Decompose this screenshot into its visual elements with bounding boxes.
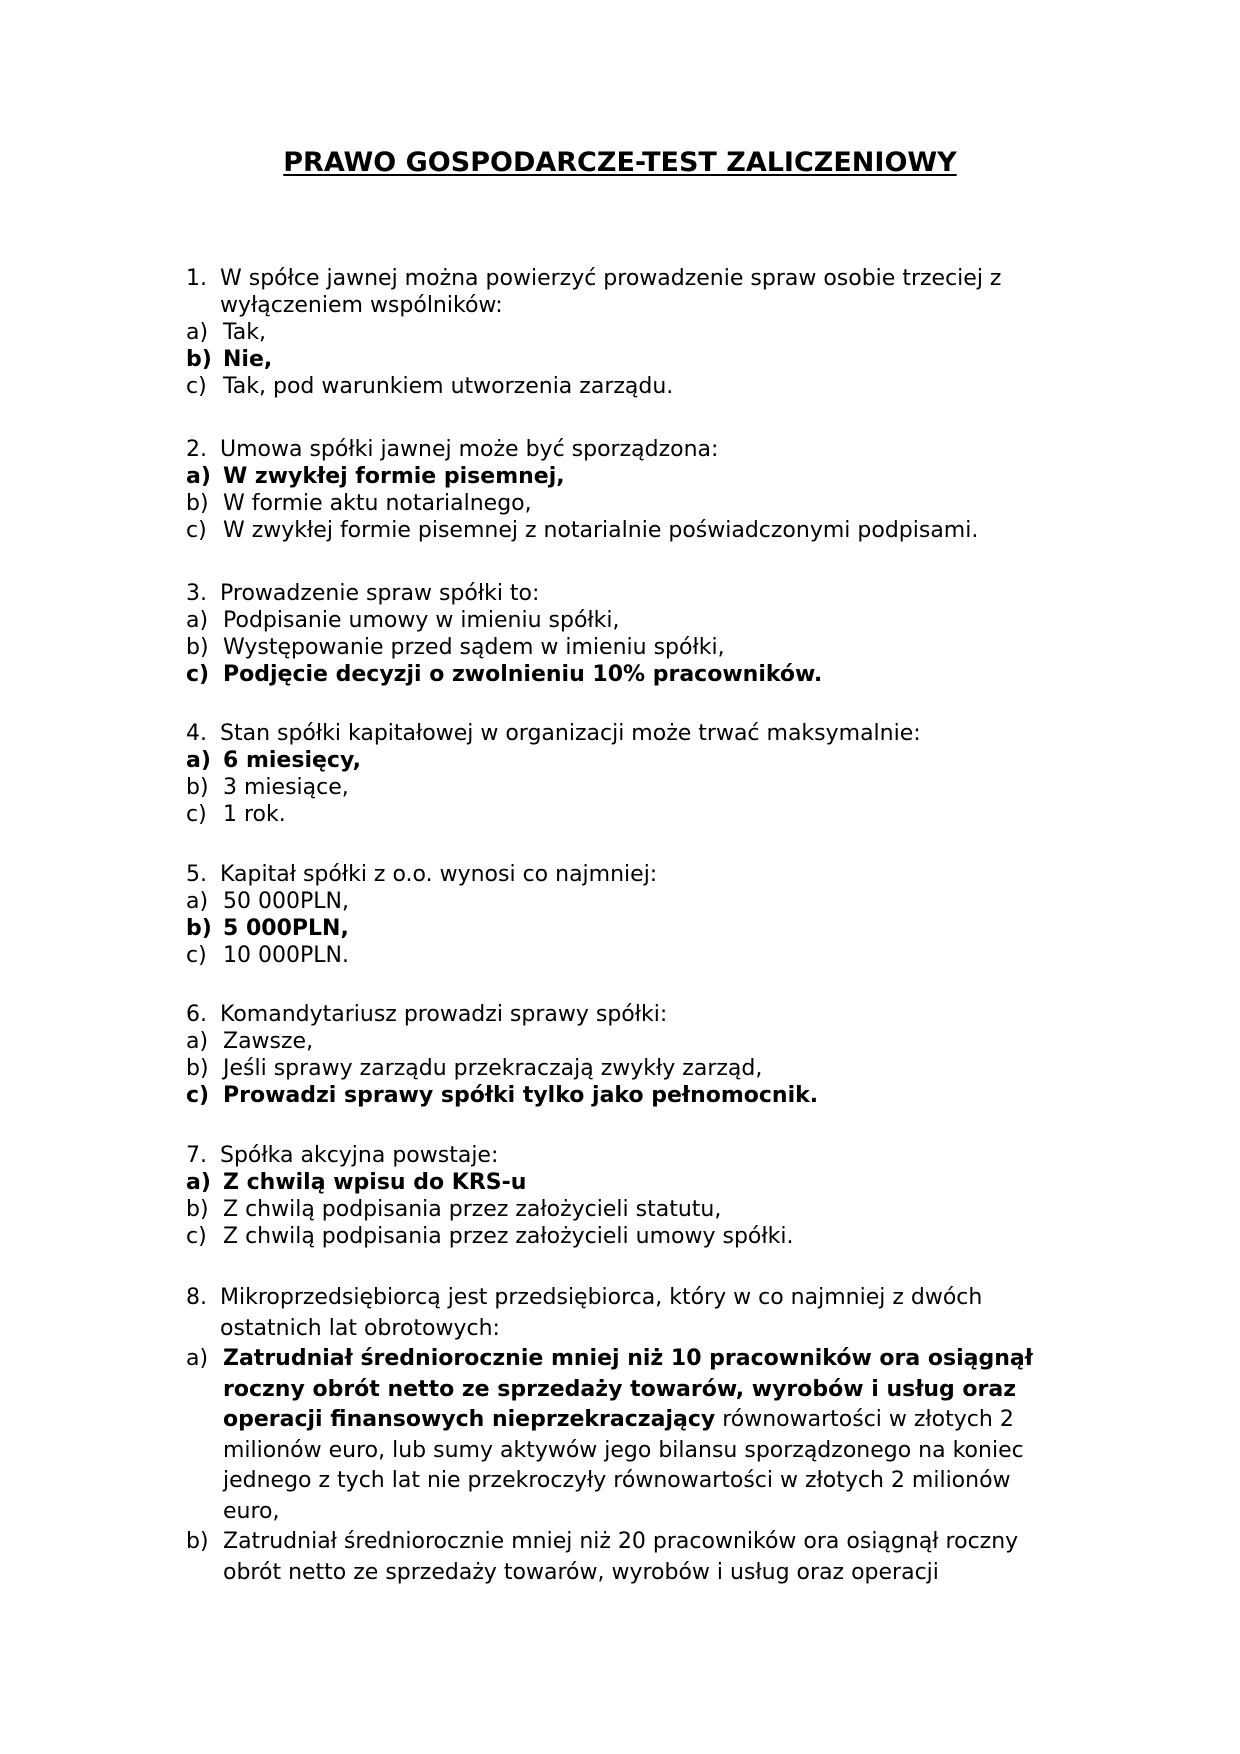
question-2: [0, 436, 1240, 544]
answer-a: a) 50 000PLN,: [186, 889, 349, 914]
answer-c-correct: c) Podjęcie decyzji o zwolnieniu 10% pracowników.: [186, 662, 823, 687]
question-1: [0, 265, 1240, 400]
answer-a: a) Zawsze,: [186, 1029, 314, 1054]
question-number: 8.: [186, 1285, 207, 1310]
question-number: 6.: [186, 1002, 207, 1027]
answer-c: c) Z chwilą podpisania przez założycieli umowy spółki.: [186, 1224, 794, 1249]
question-text-cont: wyłączeniem wspólników:: [220, 293, 503, 318]
question-text: Prowadzenie spraw spółki to:: [220, 581, 540, 606]
answer-a: a) Tak,: [186, 320, 267, 345]
answer-b: b) W formie aktu notarialnego,: [186, 491, 532, 516]
question-text: Kapitał spółki z o.o. wynosi co najmniej:: [220, 862, 658, 887]
answer-b: b) Jeśli sprawy zarządu przekraczają zwykły zarząd,: [186, 1056, 763, 1081]
question-number: 5.: [186, 862, 207, 887]
answer-b: b) 3 miesiące,: [186, 775, 349, 800]
question-text: W spółce jawnej można powierzyć prowadzenie spraw osobie trzeciej z: [220, 266, 1002, 291]
answer-b-correct: b) Nie,: [186, 347, 273, 372]
answer-a-correct: a) Z chwilą wpisu do KRS-u: [186, 1170, 527, 1195]
question-3: [0, 580, 1240, 688]
answer-a-correct: a) W zwykłej formie pisemnej,: [186, 464, 565, 489]
answer-c: c) 10 000PLN.: [186, 943, 349, 968]
question-number: 7.: [186, 1143, 207, 1168]
question-number: 2.: [186, 437, 207, 462]
question-number: 3.: [186, 581, 207, 606]
question-text: Stan spółki kapitałowej w organizacji może trwać maksymalnie:: [220, 721, 921, 746]
answer-c: c) Tak, pod warunkiem utworzenia zarządu.: [186, 374, 674, 399]
question-number: 4.: [186, 721, 207, 746]
answer-a: a) Zatrudniał średniorocznie mniej niż 10 pracowników ora osiągnął: [186, 1346, 1033, 1371]
question-text: Umowa spółki jawnej może być sporządzona:: [220, 437, 719, 462]
question-text: Mikroprzedsiębiorcą jest przedsiębiorca, który w co najmniej z dwóch: [220, 1285, 983, 1310]
question-5: [0, 861, 1240, 969]
question-7: [0, 1142, 1240, 1250]
answer-b-correct: b) 5 000PLN,: [186, 916, 349, 941]
answer-b: b) Zatrudniał średniorocznie mniej niż 20 pracowników ora osiągnął roczny: [186, 1529, 1019, 1554]
answer-b: b) Z chwilą podpisania przez założycieli statutu,: [186, 1197, 722, 1222]
question-6: [0, 1001, 1240, 1109]
answer-b: b) Występowanie przed sądem w imieniu spółki,: [186, 635, 725, 660]
answer-c: c) 1 rok.: [186, 802, 286, 827]
answer-a-correct: a) 6 miesięcy,: [186, 748, 361, 773]
question-text-cont: ostatnich lat obrotowych:: [220, 1315, 500, 1341]
question-4: [0, 720, 1240, 828]
question-number: 1.: [186, 266, 207, 291]
answer-c-correct: c) Prowadzi sprawy spółki tylko jako pełnomocnik.: [186, 1083, 819, 1108]
answer-a: a) Podpisanie umowy w imieniu spółki,: [186, 608, 620, 633]
question-text: Spółka akcyjna powstaje:: [220, 1143, 499, 1168]
question-text: Komandytariusz prowadzi sprawy spółki:: [220, 1002, 668, 1027]
question-8: 8. Mikroprzedsiębiorcą jest przedsiębiorca, który w co najmniej z dwóch ostatnich lat obrotowych: a) Zatrudniał średniorocznie mniej niż 10 pracowników ora osiągnął roczny obrót netto ze sprzedaży towarów, wyrobów i usług oraz operacji finansowych nieprzekraczający równowartości w złotych 2 milionów euro, lub sumy aktywów jego bilansu sporządzonego na koniec jednego z tych lat nie przekroczyły równowartości w złotych 2 milionów euro, b) Zatrudniał średniorocznie mniej niż 20 pracowników ora osiągnął roczny obrót netto ze sprzedaży towarów, wyrobów i usług oraz operacji: [0, 1283, 1240, 1588]
page-title: PRAWO GOSPODARCZE-TEST ZALICZENIOWY: [283, 147, 957, 178]
answer-c: c) W zwykłej formie pisemnej z notarialnie poświadczonymi podpisami.: [186, 518, 979, 543]
